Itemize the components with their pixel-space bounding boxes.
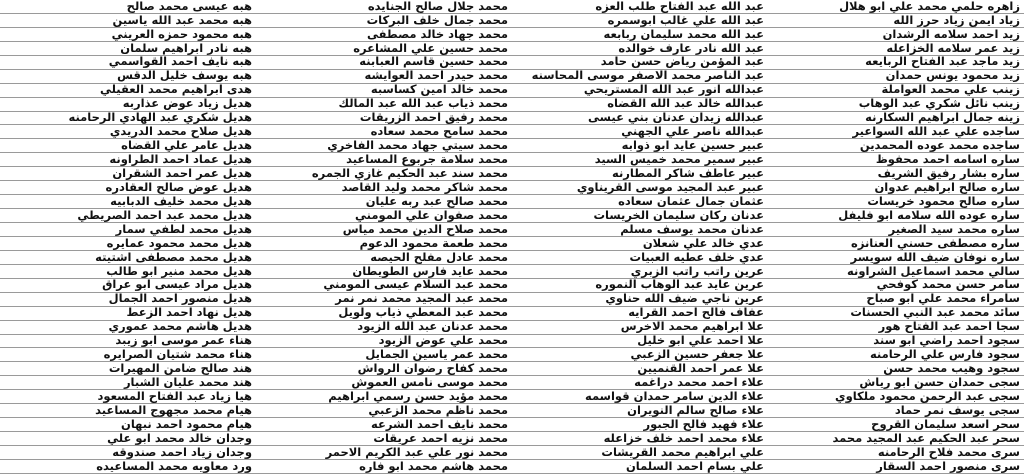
name-cell: محمد جمال خلف البركات — [366, 13, 508, 27]
table-row — [768, 279, 1024, 293]
table-row — [256, 195, 512, 209]
table-row — [0, 335, 256, 349]
table-row — [256, 56, 512, 70]
table-row — [0, 84, 256, 98]
name-cell: عبير عبد المجيد موسى القريناوي — [576, 181, 764, 194]
table-row — [0, 404, 256, 418]
table-row — [512, 446, 768, 460]
name-cell: هديل محمد منير ابو طالب — [106, 264, 252, 278]
table-row — [0, 0, 256, 14]
name-cell: محمد نور علي عبد الكريم الاحمر — [325, 446, 508, 459]
name-cell: محمد حسين علي المشاعره — [353, 41, 508, 55]
table-row — [256, 223, 512, 237]
table-row — [256, 362, 512, 376]
table-row — [768, 446, 1024, 460]
name-cell: هناء عمر موسى ابو زيبد — [115, 334, 252, 348]
table-row — [256, 293, 512, 307]
table-row — [768, 98, 1024, 112]
name-cell: ساجده محمد عوده المحمدين — [859, 139, 1020, 153]
table-row — [256, 251, 512, 265]
name-cell: عثمان جمال عثمان سعاده — [618, 195, 764, 208]
name-cell: سرى منصور احمد السقار — [876, 459, 1020, 473]
name-cell: وجدان زياد احمد صندوقه — [112, 446, 252, 459]
table-row — [768, 307, 1024, 321]
table-row — [0, 432, 256, 446]
name-cell: محمد جلال صالح الجنايده — [367, 0, 508, 13]
table-row — [512, 98, 768, 112]
table-row — [512, 153, 768, 167]
name-cell: سالي محمد اسماعيل الشراونه — [847, 264, 1020, 278]
name-cell: محمد جهاد خالد مصطفى — [366, 27, 508, 41]
name-cell: عبد الله محمد سليمان ربابعه — [603, 27, 764, 41]
name-cell: سحر اسعد سليمان القروح — [871, 418, 1020, 431]
name-cell: محمد عدنان عبد الله الزيود — [357, 320, 508, 334]
name-cell: محمد هاشم محمد ابو فاره — [359, 459, 508, 473]
name-cell: هدى ابراهيم محمد العقيلي — [99, 83, 252, 97]
name-cell: محمد شاكر محمد وليد القاصد — [341, 181, 508, 194]
name-cell: عفاف فالح احمد القرايه — [628, 306, 764, 320]
table-row — [512, 195, 768, 209]
name-cell: علاء صالح سالم النويران — [627, 404, 764, 417]
table-row — [256, 70, 512, 84]
table-row — [0, 125, 256, 139]
table-row — [0, 153, 256, 167]
table-row — [0, 348, 256, 362]
table-row — [512, 432, 768, 446]
name-cell: عبير عاطف شاكر المطارنه — [612, 167, 764, 180]
name-cell: محمد ناظم محمد الزعبي — [368, 404, 508, 417]
table-row — [512, 112, 768, 126]
table-row — [768, 42, 1024, 56]
table-row — [768, 348, 1024, 362]
name-cell: محمد صالح عبد ربه عليان — [365, 195, 508, 208]
name-cell: سجى يوسف نمر حماد — [894, 404, 1020, 417]
table-row — [512, 209, 768, 223]
name-cell: عبد المؤمن رياض حسن حامد — [600, 55, 764, 69]
table-row — [512, 42, 768, 56]
table-row — [768, 432, 1024, 446]
name-cell: هديل محمد مصطفى اشتيته — [95, 250, 252, 264]
table-row — [512, 125, 768, 139]
table-row — [768, 418, 1024, 432]
name-cell: محمد سيتي جهاد محمد الفاخري — [327, 139, 508, 153]
name-cell: محمد عبد المجيد محمد نمر نمر — [335, 292, 508, 306]
name-cell: سرى محمد فلاح الرحامنه — [877, 446, 1020, 459]
table-row — [256, 390, 512, 404]
table-row — [256, 321, 512, 335]
table-row — [0, 223, 256, 237]
table-row — [768, 125, 1024, 139]
name-cell: ساجده علي عبد الله السواعير — [852, 125, 1020, 139]
table-row — [512, 28, 768, 42]
name-cell: هبه نادر ابراهيم سلمان — [120, 41, 252, 55]
table-row — [768, 0, 1024, 14]
table-row — [0, 265, 256, 279]
table-row — [256, 460, 512, 474]
table-row — [0, 167, 256, 181]
name-cell: علي ابراهيم محمد القريشات — [601, 446, 764, 459]
table-row — [0, 112, 256, 126]
table-row — [0, 251, 256, 265]
name-cell: عبد الله علي غالب ابوسمره — [607, 13, 764, 27]
name-cell: عرين ناجي ضيف الله حناوي — [605, 292, 764, 306]
table-row — [256, 28, 512, 42]
name-column-4 — [0, 0, 256, 474]
table-row — [768, 265, 1024, 279]
name-column-2 — [512, 0, 768, 474]
table-row — [256, 112, 512, 126]
name-cell: عدي خالد علي شعلان — [642, 236, 764, 250]
table-row — [256, 376, 512, 390]
table-row — [768, 321, 1024, 335]
name-cell: سجود فارس علي الرحامنه — [869, 348, 1020, 362]
table-row — [256, 432, 512, 446]
table-row — [0, 139, 256, 153]
table-row — [768, 251, 1024, 265]
name-cell: محمد كفاح رضوان الرواش — [357, 362, 508, 376]
name-cell: عرين راتب راتب الزبري — [630, 264, 764, 278]
table-row — [768, 460, 1024, 474]
name-cell: هيا زياد عبد الفتاح المسعود — [97, 390, 252, 403]
name-cell: محمد طعمة محمود الدعوم — [359, 236, 508, 250]
table-row — [512, 56, 768, 70]
name-cell: عبدالله خالد عبد الله القضاه — [607, 97, 764, 111]
table-row — [0, 460, 256, 474]
table-row — [512, 251, 768, 265]
name-cell: علاء احمد محمد دراغمه — [634, 376, 764, 390]
name-cell: سجود احمد راضي ابو سند — [873, 334, 1020, 348]
table-row — [512, 418, 768, 432]
name-cell: سجا احمد عبد الفتاح هور — [878, 320, 1020, 334]
table-row — [768, 335, 1024, 349]
table-row — [768, 28, 1024, 42]
name-cell: ورد معاويه محمد المساعيده — [96, 459, 252, 473]
name-cell: هند محمد عليان الشبار — [123, 376, 252, 390]
name-cell: ساره نوفان ضيف الله سويسر — [850, 250, 1020, 264]
name-column-3 — [256, 0, 512, 474]
name-cell: هديل شكري عبد الهادي الرحامنه — [68, 111, 252, 125]
name-cell: علاء فهيد فالح الجبور — [643, 418, 764, 431]
name-cell: محمد عادل مفلح الحيصه — [370, 250, 508, 264]
table-row — [512, 0, 768, 14]
name-cell: هناء محمد شتيان الصرايره — [103, 348, 252, 362]
name-cell: محمد نايف احمد الشرعه — [371, 418, 508, 431]
name-cell: علا جعفر حسين الزعبي — [630, 348, 764, 362]
table-row — [0, 446, 256, 460]
name-cell: هديل محمد محمود عمايره — [106, 236, 252, 250]
name-cell: عدنان ركان سليمان الخريسات — [593, 209, 764, 222]
name-cell: عبدالله زيدان عدنان بني عيسى — [588, 111, 764, 125]
name-cell: عدنان محمد يوسف مسلم — [620, 223, 764, 236]
name-cell: علا عمر احمد القنميين — [637, 362, 764, 376]
table-row — [512, 293, 768, 307]
name-cell: هديل مراد عيسى ابو عراق — [102, 278, 252, 292]
name-cell: هبه محمد عبد الله ياسين — [112, 13, 252, 27]
table-row — [0, 362, 256, 376]
table-row — [768, 56, 1024, 70]
name-cell: سحر عبد الحكيم عبد المجيد محمد — [832, 432, 1020, 445]
table-row — [256, 181, 512, 195]
table-row — [0, 14, 256, 28]
name-cell: ساره عوده الله سلامه ابو فليفل — [838, 209, 1020, 222]
table-row — [0, 42, 256, 56]
table-row — [512, 70, 768, 84]
table-row — [512, 237, 768, 251]
name-cell: محمد عايد فارس الطويطان — [352, 264, 508, 278]
name-cell: زيد احمد سلامه الرشدان — [882, 27, 1020, 41]
table-row — [768, 390, 1024, 404]
name-cell: زيد عمر سلامه الخزاعله — [886, 41, 1020, 55]
name-cell: سامر حسن محمد كوفحي — [876, 278, 1020, 292]
table-row — [256, 348, 512, 362]
table-row — [512, 335, 768, 349]
table-row — [512, 167, 768, 181]
table-row — [0, 28, 256, 42]
table-row — [256, 125, 512, 139]
name-cell: سجى حمدان حسن ابو رياش — [859, 376, 1020, 390]
name-cell: زينب نائل شكري عبد الوهاب — [858, 97, 1020, 111]
table-row — [0, 418, 256, 432]
table-row — [512, 362, 768, 376]
name-cell: زينه جمال ابراهيم السكارنه — [865, 111, 1020, 125]
table-row — [512, 84, 768, 98]
name-cell: علاء الدين سامر حمدان قواسمه — [584, 390, 764, 403]
table-row — [0, 279, 256, 293]
name-cell: سجود وهيب محمد حسن — [883, 362, 1020, 376]
table-row — [512, 321, 768, 335]
name-cell: محمد حيدر احمد العوايشه — [364, 69, 508, 83]
table-row — [0, 56, 256, 70]
table-row — [512, 376, 768, 390]
table-row — [768, 293, 1024, 307]
name-cell: علاء محمد احمد خلف خزاعله — [603, 432, 764, 445]
table-row — [768, 84, 1024, 98]
table-row — [768, 112, 1024, 126]
table-row — [256, 404, 512, 418]
name-cell: هديل عامر علي القضاه — [121, 139, 252, 153]
name-cell: علي بسام احمد السلمان — [625, 459, 764, 473]
name-cell: زاهره حلمي محمد علي ابو هلال — [839, 0, 1020, 13]
name-cell: ساره بشار رفيق الشريف — [877, 167, 1020, 180]
table-row — [256, 98, 512, 112]
name-cell: علا ابراهيم محمد الاخرس — [620, 320, 764, 334]
table-row — [0, 209, 256, 223]
name-cell: عبدالله ناصر علي الجهني — [621, 125, 764, 139]
table-row — [256, 446, 512, 460]
name-cell: ساره صالح محمود خريسات — [867, 195, 1020, 208]
table-row — [512, 181, 768, 195]
table-row — [256, 307, 512, 321]
table-row — [768, 404, 1024, 418]
table-row — [768, 153, 1024, 167]
name-cell: عبد الناصر محمد الاصفر موسى المحاسنه — [531, 69, 764, 83]
name-cell: هديل محمد لطفي سمار — [115, 223, 252, 236]
name-cell: محمد عبد السلام عيسى المومني — [323, 278, 508, 292]
table-row — [256, 279, 512, 293]
table-row — [768, 209, 1024, 223]
table-row — [768, 70, 1024, 84]
table-row — [512, 307, 768, 321]
name-cell: هبه يوسف خليل الدقس — [117, 69, 252, 83]
name-cell: محمد سند عبد الحكيم غازي الجمره — [311, 167, 508, 180]
name-cell: وجدان خالد محمد ابو علي — [107, 432, 252, 445]
table-row — [256, 167, 512, 181]
name-cell: هند صالح ضامن المهيرات — [108, 362, 252, 376]
name-cell: زينب علي محمد العواملة — [881, 83, 1020, 97]
table-row — [256, 335, 512, 349]
table-row — [768, 362, 1024, 376]
table-row — [0, 321, 256, 335]
name-cell: هديل صلاح محمد الدريدي — [109, 125, 252, 139]
name-cell: هيام محمود احمد نبهان — [121, 418, 252, 431]
name-cell: محمد موسى نامس العموش — [351, 376, 508, 390]
name-cell: محمد سامح محمد سعاده — [370, 125, 508, 139]
table-row — [0, 70, 256, 84]
table-row — [512, 348, 768, 362]
name-cell: سجى عبد الرحمن محمود ملكاوي — [835, 390, 1020, 403]
table-row — [768, 376, 1024, 390]
table-row — [256, 418, 512, 432]
name-cell: هديل عمر احمد الشقران — [112, 167, 252, 180]
table-row — [256, 84, 512, 98]
table-row — [0, 376, 256, 390]
name-cell: محمد سلامة جربوع المساعيد — [346, 153, 508, 167]
name-cell: عبير حسين عايد ابو ذوابه — [621, 139, 764, 153]
name-column-1 — [768, 0, 1024, 474]
table-row — [512, 279, 768, 293]
table-row — [512, 139, 768, 153]
name-cell: علا احمد علي ابو خليل — [637, 334, 764, 348]
table-row — [256, 14, 512, 28]
table-row — [256, 0, 512, 14]
table-row — [768, 167, 1024, 181]
name-cell: هديل عماد احمد الطراونه — [109, 153, 252, 167]
table-row — [768, 139, 1024, 153]
name-cell: محمد عمر ياسين الجمايل — [365, 348, 508, 362]
table-row — [512, 265, 768, 279]
table-row — [0, 237, 256, 251]
name-cell: هديل نهاد احمد الزعط — [126, 306, 252, 320]
name-cell: عبد الله عبد الفتاح طلب العزه — [595, 0, 764, 13]
table-row — [256, 153, 512, 167]
name-cell: محمد خالد امين كساسبه — [370, 83, 508, 97]
name-cell: محمد علي عوض الزيود — [378, 334, 508, 348]
name-cell: هديل محمد خليف الدبابيه — [110, 195, 252, 208]
name-cell: عدي خلف عطيه العبيات — [629, 250, 764, 264]
table-row — [0, 195, 256, 209]
table-row — [0, 293, 256, 307]
name-cell: هبه نايف احمد القواسمي — [108, 55, 252, 69]
name-cell: ساره صالح ابراهيم عدوان — [874, 181, 1020, 194]
table-row — [0, 181, 256, 195]
table-row — [768, 181, 1024, 195]
name-cell: هديل منصور احمد الجمال — [108, 292, 252, 306]
name-cell: محمد ذياب عبد الله عبد المالك — [338, 97, 508, 111]
name-cell: ساره محمد سيد الصغير — [888, 223, 1020, 236]
table-row — [0, 307, 256, 321]
table-row — [768, 14, 1024, 28]
table-row — [768, 195, 1024, 209]
table-row — [0, 390, 256, 404]
table-row — [768, 237, 1024, 251]
name-cell: محمد مؤيد حسن رسمي ابراهيم — [328, 390, 508, 403]
name-cell: محمد صلاح الدين محمد مياس — [342, 223, 508, 236]
table-row — [256, 265, 512, 279]
table-row — [512, 14, 768, 28]
name-cell: ساره مصطفى حسني العنانزه — [851, 236, 1020, 250]
name-cell: محمد صفوان علي المومني — [355, 209, 508, 222]
table-row — [0, 98, 256, 112]
name-cell: هيام محمد مجهوج المساعيد — [95, 404, 252, 417]
name-cell: عبير سمير محمد خميس السيد — [594, 153, 764, 167]
table-row — [256, 209, 512, 223]
name-cell: هبه عيسى محمد صالح — [126, 0, 252, 13]
name-cell: محمد نزيه احمد عريقات — [373, 432, 508, 445]
name-cell: هديل زياد عوض عذاربه — [122, 97, 252, 111]
name-cell: هديل عوض صالح العقادره — [105, 181, 252, 194]
name-cell: زيد ماجد عبد الفتاح الربايعه — [865, 55, 1020, 69]
table-row — [512, 404, 768, 418]
name-cell: محمد رفيق احمد الزريقات — [359, 111, 508, 125]
name-cell: عبدالله انور عبد الله المستريحي — [583, 83, 764, 97]
table-row — [256, 237, 512, 251]
table-row — [512, 223, 768, 237]
name-cell: سامراء محمد علي ابو صباح — [866, 292, 1020, 306]
name-cell: محمد حسين قاسم العبابنه — [359, 55, 508, 69]
name-cell: زياد ايمن زياد حرز الله — [893, 13, 1020, 27]
name-cell: هديل محمد عبد احمد الصريطي — [77, 209, 252, 222]
table-row — [768, 223, 1024, 237]
name-cell: ساره اسامه احمد محفوظ — [875, 153, 1020, 167]
table-row — [256, 139, 512, 153]
name-cell: عبد الله نادر عارف خوالده — [618, 41, 764, 55]
name-cell: سائد محمد عبد النبي الحسنات — [850, 306, 1020, 320]
name-cell: هديل هاشم محمد عموري — [108, 320, 252, 334]
name-cell: زيد محمود يونس حمدان — [885, 69, 1020, 83]
table-row — [512, 460, 768, 474]
table-row — [256, 42, 512, 56]
table-row — [512, 390, 768, 404]
name-cell: محمد عبد المعطي ذياب ولويل — [338, 306, 508, 320]
name-cell: هبه محمود حمزه العريني — [111, 27, 252, 41]
name-cell: عرين عايد عبد الوهاب النموره — [595, 278, 764, 292]
